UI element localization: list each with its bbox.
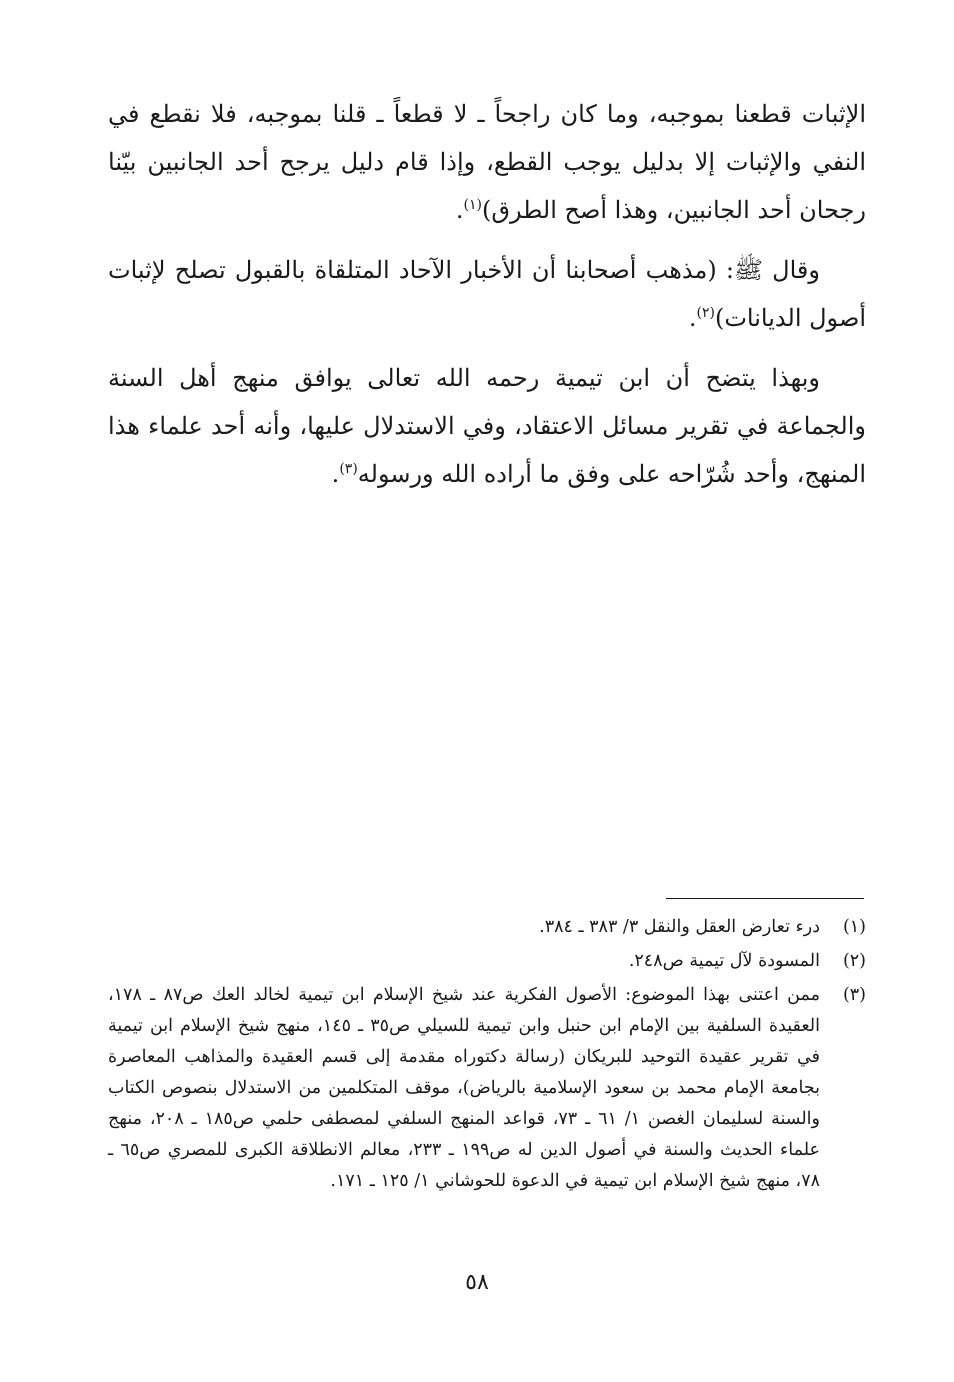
page-number: ٥٨ (465, 1270, 489, 1295)
footnote-ref-2[interactable]: (٢) (696, 305, 715, 321)
footnote-text: ممن اعتنى بهذا الموضوع: الأصول الفكرية عند شيخ الإسلام ابن تيمية لخالد العك ص٨٧ ـ ١٧٨، العقيدة السلفية بين الإمام ابن حنبل وابن تيمية للسيلي ص٣٥ ـ ١٤٥، منهج شيخ الإسلام ابن تيمية في تقرير عقيدة التوحيد للبريكان (رسالة دكتوراه مقدمة إلى قسم العقيدة والمذاهب المعاصرة بجامعة الإمام محمد بن سعود الإسلامية بالرياض)، موقف المتكلمين من الاستدلال بنصوص الكتاب والسنة لسليمان الغصن ١/ ٦١ ـ ٧٣، قواعد المنهج السلفي لمصطفى حلمي ص١٨٥ ـ ٢٠٨، منهج علماء الحديث والسنة في أصول الدين له ص١٩٩ ـ ٢٣٣، معالم الانطلاقة الكبرى للمصري ص٦٥ ـ ٧٨، منهج شيخ الإسلام ابن تيمية في الدعوة للحوشاني ١/ ١٢٥ ـ ١٧١. (108, 985, 820, 1191)
paragraph-1-text: الإثبات قطعنا بموجبه، وما كان راجحاً ـ لا قطعاً ـ قلنا بموجبه، فلا نقطع في النفي والإثبات إلا بدليل يوجب القطع، وإذا قام دليل يرجح أحد الجانبين بيّنا رجحان أحد الجانبين، وهذا أصح الطرق) (108, 100, 866, 224)
paragraph-2-text: وقال ﷺ: (مذهب أصحابنا أن الأخبار الآحاد المتلقاة بالقبول تصلح لإثبات أصول الديانات) (108, 256, 866, 332)
period: . (331, 460, 340, 488)
footnote-3 (108, 980, 866, 1197)
footnote-2 (108, 946, 866, 977)
paragraph-3-text: وبهذا يتضح أن ابن تيمية رحمه الله تعالى يوافق منهج أهل السنة والجماعة في تقرير مسائل الاعتقاد، وفي الاستدلال عليها، وأنه أحد علماء هذا المنهج، وأحد شُرّاحه على وفق ما أراده الله ورسوله (108, 364, 866, 488)
footnote-text: درء تعارض العقل والنقل ٣/ ٣٨٣ ـ ٣٨٤. (539, 917, 820, 937)
paragraph-3 (108, 354, 866, 498)
footnote-text: المسودة لآل تيمية ص٢٤٨. (628, 951, 820, 971)
footnotes (108, 912, 866, 1200)
footnote-ref-1[interactable]: (١) (463, 197, 482, 213)
footnote-ref-3[interactable]: (٣) (339, 461, 358, 477)
period: . (455, 196, 464, 224)
period: . (688, 304, 697, 332)
footnote-separator (666, 898, 864, 899)
footnote-number: (٣) (842, 985, 866, 1005)
main-text (108, 90, 866, 510)
paragraph-1 (108, 90, 866, 234)
footnote-number: (٢) (842, 951, 866, 971)
footnote-number: (١) (842, 917, 866, 937)
footnote-1 (108, 912, 866, 943)
paragraph-2 (108, 246, 866, 342)
